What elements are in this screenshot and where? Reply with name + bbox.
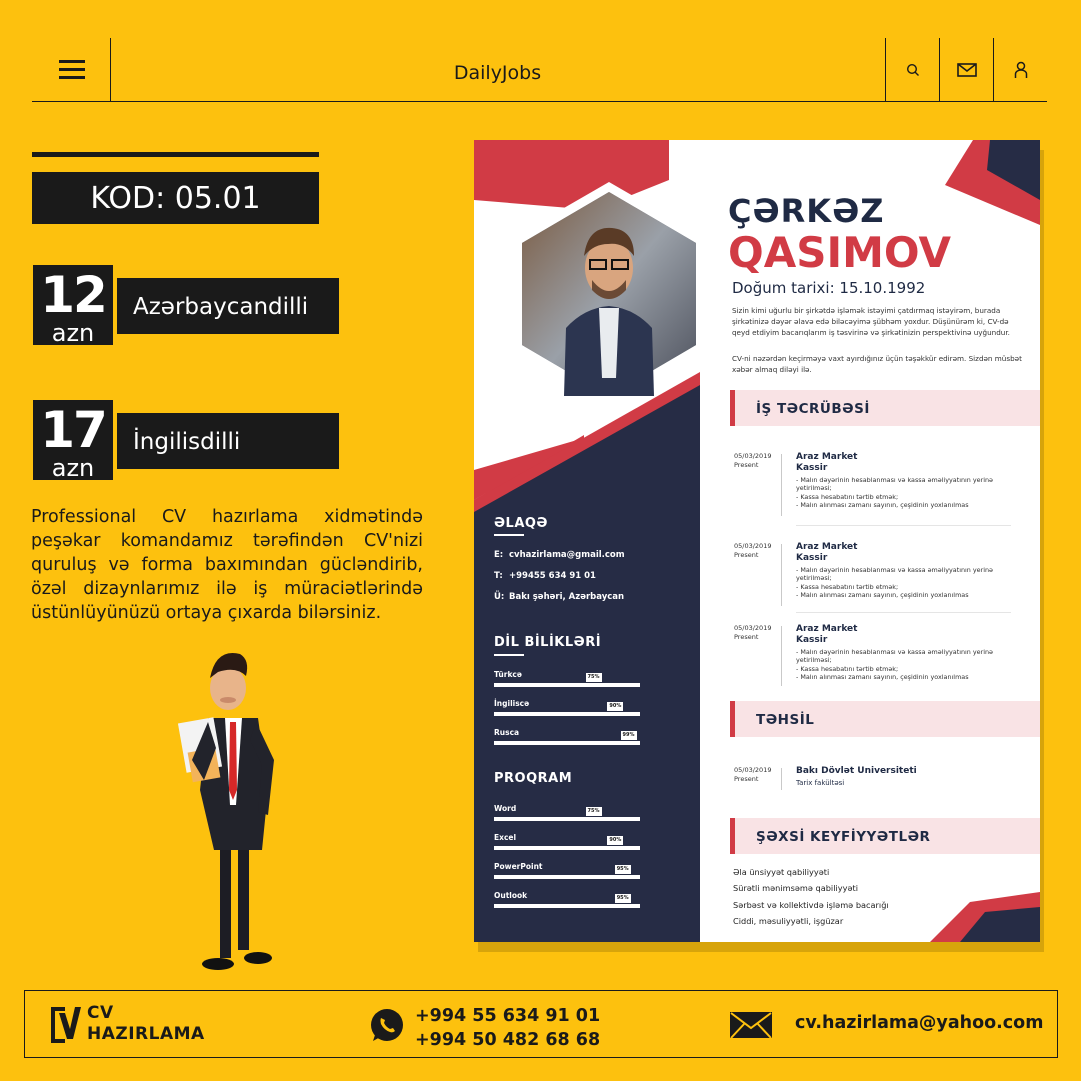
title-underline: [494, 534, 524, 536]
contact-key: Ü:: [494, 592, 505, 602]
job-duty: - Malın dəyərinin hesablanması və kassa əməliyyatının yerinə yetirilməsi;: [796, 648, 993, 665]
skill-percent: 95%: [615, 894, 631, 903]
skill-bar: [494, 683, 640, 687]
edu-faculty: Tarix fakültəsi: [796, 779, 845, 787]
job-position: Kassir: [796, 635, 828, 645]
profile-photo: [504, 178, 714, 410]
job-entry: [734, 624, 1024, 694]
job-status: Present: [734, 551, 759, 559]
job-duty: - Malın dəyərinin hesablanması və kassa əməliyyatının yerinə yetirilməsi;: [796, 566, 993, 583]
skill-bar: [494, 817, 640, 821]
job-entry: [734, 542, 1024, 612]
contact-phone: [494, 571, 596, 581]
edu-status: Present: [734, 775, 759, 783]
section-title: TƏHSİL: [756, 712, 815, 728]
job-duty: - Malın alınması zamanı sayının, çeşidinin yoxlanılmas: [796, 673, 969, 682]
divider: [796, 525, 1011, 526]
skill-percent: 75%: [586, 673, 602, 682]
corner-shape: [930, 892, 1040, 942]
contact-email: [494, 550, 625, 560]
timeline-line: [781, 544, 782, 606]
cv-intro-text: Sizin kimi uğurlu bir şirkətdə işləmək istəyimi çatdırmaq istəyirəm, burada şirkətinizə dəyər əlavə edə biləcəyimə şübhəm yoxdur. Düşünürəm ki, CV-də qeyd etdiyim bacarıqlarım iş təsvirinə və şirkətinizin perspektivinə uyğundur.: [732, 306, 1010, 337]
menu-icon[interactable]: [32, 38, 111, 102]
corner-shape: [945, 140, 1040, 230]
job-duty: - Kassa hesabatını tərtib etmək;: [796, 664, 899, 673]
price-amount: 17: [40, 401, 106, 459]
languages-title: DİL BİLİKLƏRİ: [494, 635, 602, 650]
timeline-line: [781, 454, 782, 516]
timeline-line: [781, 626, 782, 686]
section-header: [730, 818, 1040, 854]
skill-bar: [494, 846, 640, 850]
contact-title: ƏLAQƏ: [494, 516, 548, 531]
cv-preview: [474, 140, 1040, 942]
job-duty: - Malın dəyərinin hesablanması və kassa əməliyyatının yerinə yetirilməsi;: [796, 476, 993, 493]
contact-value: +99455 634 91 01: [509, 571, 596, 581]
skill-bar: [494, 904, 640, 908]
footer-email[interactable]: cv.hazirlama@yahoo.com: [795, 1013, 1044, 1033]
whatsapp-icon: [368, 1006, 406, 1044]
job-status: Present: [734, 633, 759, 641]
section-header: [730, 701, 1040, 737]
product-code: KOD: 05.01: [32, 172, 319, 224]
edu-date: 05/03/2019: [734, 766, 772, 774]
job-company: Araz Market: [796, 624, 858, 634]
price-label: Azərbaycandilli: [117, 278, 339, 334]
skill-bar: [494, 712, 640, 716]
skill-name: Rusca: [494, 728, 520, 737]
trait-item: Ciddi, məsuliyyətli, işgüzar: [733, 916, 844, 926]
price-amount: 12: [40, 266, 106, 324]
cv-first-name: ÇƏRKƏZ: [728, 192, 885, 230]
top-nav: [32, 38, 1047, 102]
search-icon[interactable]: [885, 38, 939, 102]
job-duty: - Malın alınması zamanı sayının, çeşidinin yoxlanılmas: [796, 591, 969, 600]
trait-item: Sürətli mənimsəmə qabiliyyəti: [733, 883, 858, 893]
price-currency: azn: [51, 454, 95, 482]
envelope-icon: [729, 1011, 773, 1039]
brand-title[interactable]: DailyJobs: [453, 62, 542, 84]
cv-last-name: QASIMOV: [728, 228, 951, 277]
phone-number[interactable]: +994 50 482 68 68: [415, 1030, 601, 1050]
divider: [796, 612, 1011, 613]
skill-percent: 90%: [607, 702, 623, 711]
skill-percent: 99%: [621, 731, 637, 740]
skill-name: Türkcə: [494, 670, 522, 679]
section-title: ŞƏXSİ KEYFİYYƏTLƏR: [756, 829, 931, 845]
price-box: [33, 265, 113, 345]
title-underline: [494, 654, 524, 656]
skill-name: Word: [494, 804, 517, 813]
job-entry: [734, 452, 1024, 522]
skill-name: Outlook: [494, 891, 528, 900]
job-date: 05/03/2019: [734, 542, 772, 550]
job-position: Kassir: [796, 553, 828, 563]
footer-phones: [415, 1004, 600, 1052]
job-duty: - Malın alınması zamanı sayının, çeşidinin yoxlanılmas: [796, 501, 969, 510]
price-currency: azn: [51, 319, 95, 347]
cv-logo-icon: [49, 1003, 83, 1043]
job-status: Present: [734, 461, 759, 469]
price-label: İngilisdilli: [117, 413, 339, 469]
contact-value: cvhazirlama@gmail.com: [509, 550, 625, 560]
skill-percent: 75%: [586, 807, 602, 816]
contact-key: E:: [494, 550, 504, 560]
price-box: [33, 400, 113, 480]
mail-icon[interactable]: [939, 38, 993, 102]
service-description: Professional CV hazırlama xidmətində peşəkar komandamız tərəfindən CV'nizi quruluş və forma baxımından gücləndirib, özəl dizaynlarımız ilə iş müraciətlərində üstünlüyünüzü ortaya çıxarda bilərsiniz.: [31, 507, 423, 623]
job-company: Araz Market: [796, 542, 858, 552]
businessman-illustration: [170, 640, 290, 990]
timeline-line: [781, 768, 782, 790]
section-title: İŞ TƏCRÜBƏSİ: [756, 401, 870, 417]
job-company: Araz Market: [796, 452, 858, 462]
phone-number[interactable]: +994 55 634 91 01: [415, 1006, 601, 1026]
cv-intro-text: CV-ni nəzərdən keçirməyə vaxt ayırdığınız üçün təşəkkür edirəm. Sizdən müsbət xəbər almaq diləyi ilə.: [732, 354, 1022, 374]
contact-key: T:: [494, 571, 503, 581]
skill-percent: 90%: [607, 836, 623, 845]
trait-item: Əla ünsiyyət qabiliyyəti: [733, 867, 830, 877]
job-duty: - Kassa hesabatını tərtib etmək;: [796, 582, 899, 591]
trait-item: Sərbəst və kollektivdə işləmə bacarığı: [733, 900, 889, 910]
skill-bar: [494, 875, 640, 879]
job-date: 05/03/2019: [734, 452, 772, 460]
contact-address: [494, 592, 624, 602]
skill-name: Excel: [494, 833, 517, 842]
contact-value: Bakı şəhəri, Azərbaycan: [509, 592, 625, 602]
edu-school: Bakı Dövlət Universiteti: [796, 766, 917, 776]
divider: [32, 152, 319, 157]
user-icon[interactable]: [993, 38, 1047, 102]
logo-text: [87, 1003, 205, 1045]
education-entry: [734, 766, 1024, 796]
skill-percent: 95%: [615, 865, 631, 874]
cv-birth-date: Doğum tarixi: 15.10.1992: [732, 279, 926, 297]
section-header: [730, 390, 1040, 426]
skill-name: İngiliscə: [494, 699, 530, 708]
logo-line: CV: [87, 1003, 114, 1023]
programs-title: PROQRAM: [494, 771, 573, 786]
footer: [24, 990, 1058, 1058]
skill-name: PowerPoint: [494, 862, 543, 871]
logo-line: HAZIRLAMA: [87, 1024, 205, 1044]
job-date: 05/03/2019: [734, 624, 772, 632]
job-position: Kassir: [796, 463, 828, 473]
skill-bar: [494, 741, 640, 745]
job-duty: - Kassa hesabatını tərtib etmək;: [796, 492, 899, 501]
